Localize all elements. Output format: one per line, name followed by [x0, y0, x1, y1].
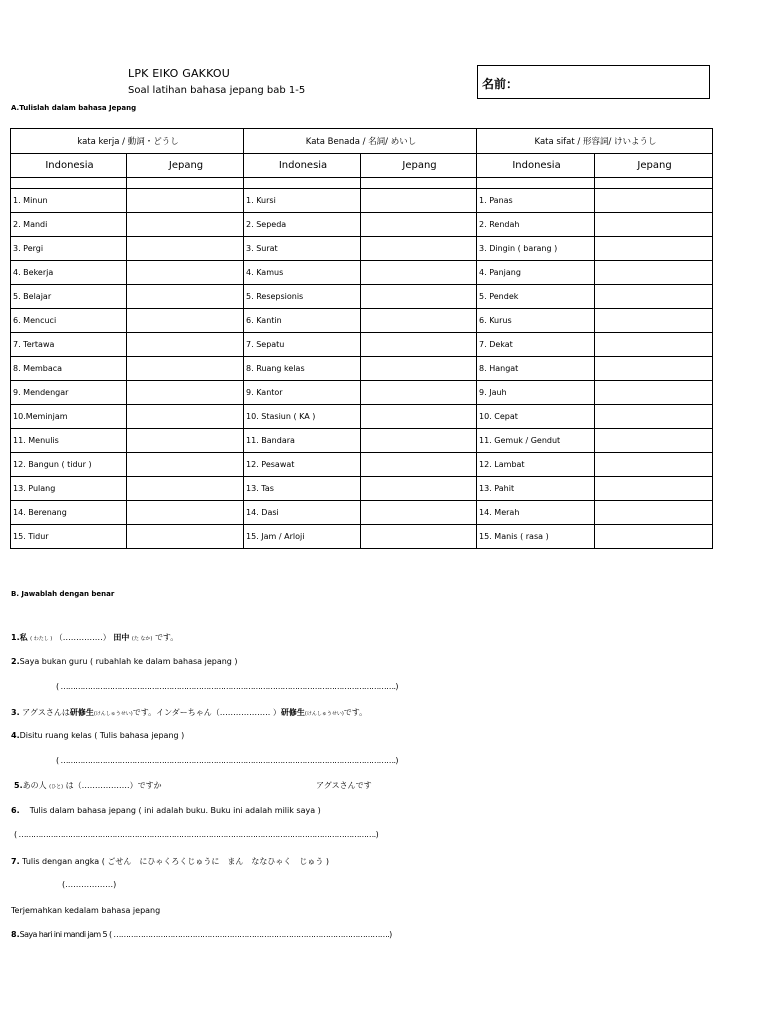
- question-8-number: 8.: [11, 930, 20, 939]
- question-6-answer-line[interactable]: ( ……………………………………………………………………………………………………………………………….): [14, 830, 379, 839]
- table-row: [11, 333, 713, 357]
- indonesian-word-cell: 5. Belajar: [11, 285, 127, 309]
- japanese-answer-cell[interactable]: [595, 237, 713, 261]
- japanese-answer-cell[interactable]: [361, 237, 477, 261]
- table-row: [11, 525, 713, 549]
- question-4-number: 4.: [11, 731, 20, 740]
- question-1-number: 1.私: [11, 633, 28, 642]
- indonesian-word-cell: 3. Dingin ( barang ): [477, 237, 595, 261]
- indonesian-word-cell: 3. Surat: [244, 237, 361, 261]
- indonesian-word-cell: 11. Gemuk / Gendut: [477, 429, 595, 453]
- indonesian-word-cell: 4. Kamus: [244, 261, 361, 285]
- table-row: [11, 309, 713, 333]
- question-3-number: 3.: [11, 708, 20, 717]
- indonesian-word-cell: 13. Pahit: [477, 477, 595, 501]
- question-5: [14, 780, 162, 791]
- question-3-ruby-2: (けんしゅうせい): [304, 711, 344, 717]
- indonesian-word-cell: 15. Manis ( rasa ): [477, 525, 595, 549]
- japanese-answer-cell[interactable]: [361, 381, 477, 405]
- japanese-answer-cell[interactable]: [361, 309, 477, 333]
- category-verbs: kata kerja / 動詞・どうし: [11, 129, 244, 154]
- japanese-answer-cell[interactable]: [127, 309, 244, 333]
- japanese-answer-cell[interactable]: [595, 213, 713, 237]
- indonesian-word-cell: 12. Bangun ( tidur ): [11, 453, 127, 477]
- translate-instruction: Terjemahkan kedalam bahasa jepang: [11, 906, 161, 915]
- japanese-answer-cell[interactable]: [361, 453, 477, 477]
- question-6-text: Tulis dalam bahasa jepang ( ini adalah buku. Buku ini adalah milik saya ): [29, 806, 321, 815]
- question-7-end: ): [325, 857, 330, 866]
- japanese-answer-cell[interactable]: [127, 261, 244, 285]
- question-4-text: Disitu ruang kelas ( Tulis bahasa jepang ): [19, 731, 185, 740]
- name-label: 名前：: [482, 77, 519, 91]
- japanese-answer-cell[interactable]: [595, 477, 713, 501]
- japanese-answer-cell[interactable]: [595, 261, 713, 285]
- table-row: [11, 429, 713, 453]
- question-7-number: 7.: [11, 857, 20, 866]
- indonesian-word-cell: 13. Pulang: [11, 477, 127, 501]
- japanese-answer-cell[interactable]: [595, 405, 713, 429]
- table-row: [11, 237, 713, 261]
- japanese-answer-cell[interactable]: [127, 453, 244, 477]
- spacer-cell: [595, 178, 713, 189]
- vocabulary-table: [10, 128, 713, 549]
- indonesian-word-cell: 6. Mencuci: [11, 309, 127, 333]
- indonesian-word-cell: 1. Panas: [477, 189, 595, 213]
- question-1-end: です。: [154, 633, 179, 642]
- spacer-cell: [11, 178, 127, 189]
- indonesian-word-cell: 2. Sepeda: [244, 213, 361, 237]
- japanese-answer-cell[interactable]: [127, 333, 244, 357]
- indonesian-word-cell: 9. Kantor: [244, 381, 361, 405]
- table-row: [11, 261, 713, 285]
- subheader-indonesia: Indonesia: [11, 154, 127, 178]
- indonesian-word-cell: 10. Stasiun ( KA ): [244, 405, 361, 429]
- japanese-answer-cell[interactable]: [127, 357, 244, 381]
- subheader-indonesia: Indonesia: [244, 154, 361, 178]
- spacer-cell: [127, 178, 244, 189]
- table-row: [11, 213, 713, 237]
- indonesian-word-cell: 7. Dekat: [477, 333, 595, 357]
- question-6-number: 6.: [11, 806, 20, 815]
- question-1-blank[interactable]: （……………）: [54, 633, 111, 642]
- question-3-kanji-2: 研修生: [280, 708, 305, 717]
- question-3-part-a: アグスさんは: [22, 708, 70, 717]
- indonesian-word-cell: 1. Minun: [11, 189, 127, 213]
- question-1-name: 田中: [113, 633, 130, 642]
- spacer-row: [11, 178, 713, 189]
- japanese-answer-cell[interactable]: [127, 477, 244, 501]
- section-a-instruction: A.Tulislah dalam bahasa Jepang: [11, 104, 137, 112]
- question-8: [11, 930, 392, 939]
- question-5-blank[interactable]: は（………………）ですか: [65, 781, 162, 790]
- question-2-answer-line[interactable]: ( ……………………………………………………………………………………………………………………….): [56, 682, 398, 691]
- japanese-answer-cell[interactable]: [361, 285, 477, 309]
- indonesian-word-cell: 4. Panjang: [477, 261, 595, 285]
- indonesian-word-cell: 14. Dasi: [244, 501, 361, 525]
- question-4-answer-line[interactable]: ( ……………………………………………………………………………………………………………………….): [56, 756, 398, 765]
- subheader-indonesia: Indonesia: [477, 154, 595, 178]
- indonesian-word-cell: 2. Mandi: [11, 213, 127, 237]
- japanese-answer-cell[interactable]: [127, 189, 244, 213]
- indonesian-word-cell: 1. Kursi: [244, 189, 361, 213]
- question-5-ruby: (ひと): [49, 784, 64, 790]
- japanese-answer-cell[interactable]: [361, 261, 477, 285]
- indonesian-word-cell: 12. Pesawat: [244, 453, 361, 477]
- japanese-answer-cell[interactable]: [595, 381, 713, 405]
- table-row: [11, 357, 713, 381]
- indonesian-word-cell: 6. Kantin: [244, 309, 361, 333]
- subheader-jepang: Jepang: [361, 154, 477, 178]
- japanese-answer-cell[interactable]: [127, 285, 244, 309]
- subheader-jepang: Jepang: [127, 154, 244, 178]
- subheader-jepang: Jepang: [595, 154, 713, 178]
- question-7: [11, 856, 329, 867]
- japanese-answer-cell[interactable]: [361, 357, 477, 381]
- japanese-answer-cell[interactable]: [361, 333, 477, 357]
- question-8-text[interactable]: Saya hari ini mandi jam 5 ( ………………………………………………………………………………………………….): [19, 930, 392, 939]
- japanese-answer-cell[interactable]: [361, 429, 477, 453]
- table-row: [11, 405, 713, 429]
- japanese-answer-cell[interactable]: [595, 429, 713, 453]
- indonesian-word-cell: 14. Merah: [477, 501, 595, 525]
- japanese-answer-cell[interactable]: [595, 309, 713, 333]
- japanese-answer-cell[interactable]: [361, 525, 477, 549]
- question-1-ruby: ( わたし ): [30, 636, 53, 642]
- document-subtitle: Soal latihan bahasa jepang bab 1-5: [128, 85, 306, 96]
- indonesian-word-cell: 10.Meminjam: [11, 405, 127, 429]
- indonesian-word-cell: 7. Tertawa: [11, 333, 127, 357]
- name-field[interactable]: [477, 65, 710, 99]
- indonesian-word-cell: 8. Membaca: [11, 357, 127, 381]
- japanese-answer-cell[interactable]: [127, 429, 244, 453]
- question-3-end: です。: [343, 708, 368, 717]
- question-5-answer: アグスさんです: [316, 781, 372, 790]
- japanese-answer-cell[interactable]: [595, 357, 713, 381]
- japanese-answer-cell[interactable]: [127, 501, 244, 525]
- category-adjectives: Kata sifat / 形容詞/ けいようし: [477, 129, 713, 154]
- indonesian-word-cell: 3. Pergi: [11, 237, 127, 261]
- section-b-instruction: B. Jawablah dengan benar: [11, 590, 115, 598]
- spacer-cell: [244, 178, 361, 189]
- question-7-text: Tulis dengan angka (: [22, 857, 105, 866]
- indonesian-word-cell: 14. Berenang: [11, 501, 127, 525]
- indonesian-word-cell: 10. Cepat: [477, 405, 595, 429]
- question-7-answer-line[interactable]: (………………): [62, 880, 117, 889]
- question-5-part-a: あの人: [22, 781, 47, 790]
- subheader-row: [11, 154, 713, 178]
- japanese-answer-cell[interactable]: [361, 477, 477, 501]
- question-3: [11, 707, 367, 718]
- indonesian-word-cell: 13. Tas: [244, 477, 361, 501]
- indonesian-word-cell: 8. Hangat: [477, 357, 595, 381]
- japanese-answer-cell[interactable]: [361, 501, 477, 525]
- japanese-answer-cell[interactable]: [595, 189, 713, 213]
- table-row: [11, 477, 713, 501]
- japanese-answer-cell[interactable]: [127, 237, 244, 261]
- indonesian-word-cell: 11. Menulis: [11, 429, 127, 453]
- indonesian-word-cell: 4. Bekerja: [11, 261, 127, 285]
- spacer-cell: [361, 178, 477, 189]
- indonesian-word-cell: 15. Tidur: [11, 525, 127, 549]
- category-nouns: Kata Benada / 名詞/ めいし: [244, 129, 477, 154]
- table-row: [11, 285, 713, 309]
- japanese-answer-cell[interactable]: [361, 189, 477, 213]
- japanese-answer-cell[interactable]: [127, 213, 244, 237]
- indonesian-word-cell: 11. Bandara: [244, 429, 361, 453]
- table-row: [11, 189, 713, 213]
- table-row: [11, 453, 713, 477]
- question-1: [11, 632, 178, 643]
- indonesian-word-cell: 15. Jam / Arloji: [244, 525, 361, 549]
- question-2-number: 2.: [11, 657, 20, 666]
- question-5-number: 5.: [14, 781, 23, 790]
- category-header-row: [11, 129, 713, 154]
- indonesian-word-cell: 12. Lambat: [477, 453, 595, 477]
- indonesian-word-cell: 9. Jauh: [477, 381, 595, 405]
- table-row: [11, 381, 713, 405]
- question-2: [11, 657, 238, 666]
- japanese-answer-cell[interactable]: [127, 381, 244, 405]
- document-title: LPK EIKO GAKKOU: [128, 67, 231, 80]
- japanese-answer-cell[interactable]: [127, 525, 244, 549]
- japanese-answer-cell[interactable]: [595, 525, 713, 549]
- japanese-answer-cell[interactable]: [595, 285, 713, 309]
- question-3-ruby: (けんしゅうせい): [93, 711, 133, 717]
- japanese-answer-cell[interactable]: [595, 501, 713, 525]
- indonesian-word-cell: 8. Ruang kelas: [244, 357, 361, 381]
- question-4: [11, 731, 184, 740]
- indonesian-word-cell: 9. Mendengar: [11, 381, 127, 405]
- table-row: [11, 501, 713, 525]
- spacer-cell: [477, 178, 595, 189]
- japanese-answer-cell[interactable]: [595, 453, 713, 477]
- japanese-answer-cell[interactable]: [127, 405, 244, 429]
- question-1-name-ruby: (た なか): [131, 636, 153, 642]
- japanese-answer-cell[interactable]: [361, 405, 477, 429]
- indonesian-word-cell: 7. Sepatu: [244, 333, 361, 357]
- indonesian-word-cell: 5. Resepsionis: [244, 285, 361, 309]
- indonesian-word-cell: 2. Rendah: [477, 213, 595, 237]
- japanese-answer-cell[interactable]: [595, 333, 713, 357]
- question-7-japanese: ごせん にひゃくろくじゅうに まん ななひゃく じゅう: [107, 857, 324, 866]
- indonesian-word-cell: 5. Pendek: [477, 285, 595, 309]
- question-3-blank[interactable]: です。インダーちゃん（………………. ）: [132, 708, 281, 717]
- question-2-text: Saya bukan guru ( rubahlah ke dalam bahasa jepang ): [19, 657, 238, 666]
- japanese-answer-cell[interactable]: [361, 213, 477, 237]
- indonesian-word-cell: 6. Kurus: [477, 309, 595, 333]
- question-6: [11, 806, 321, 815]
- question-3-kanji: 研修生: [69, 708, 94, 717]
